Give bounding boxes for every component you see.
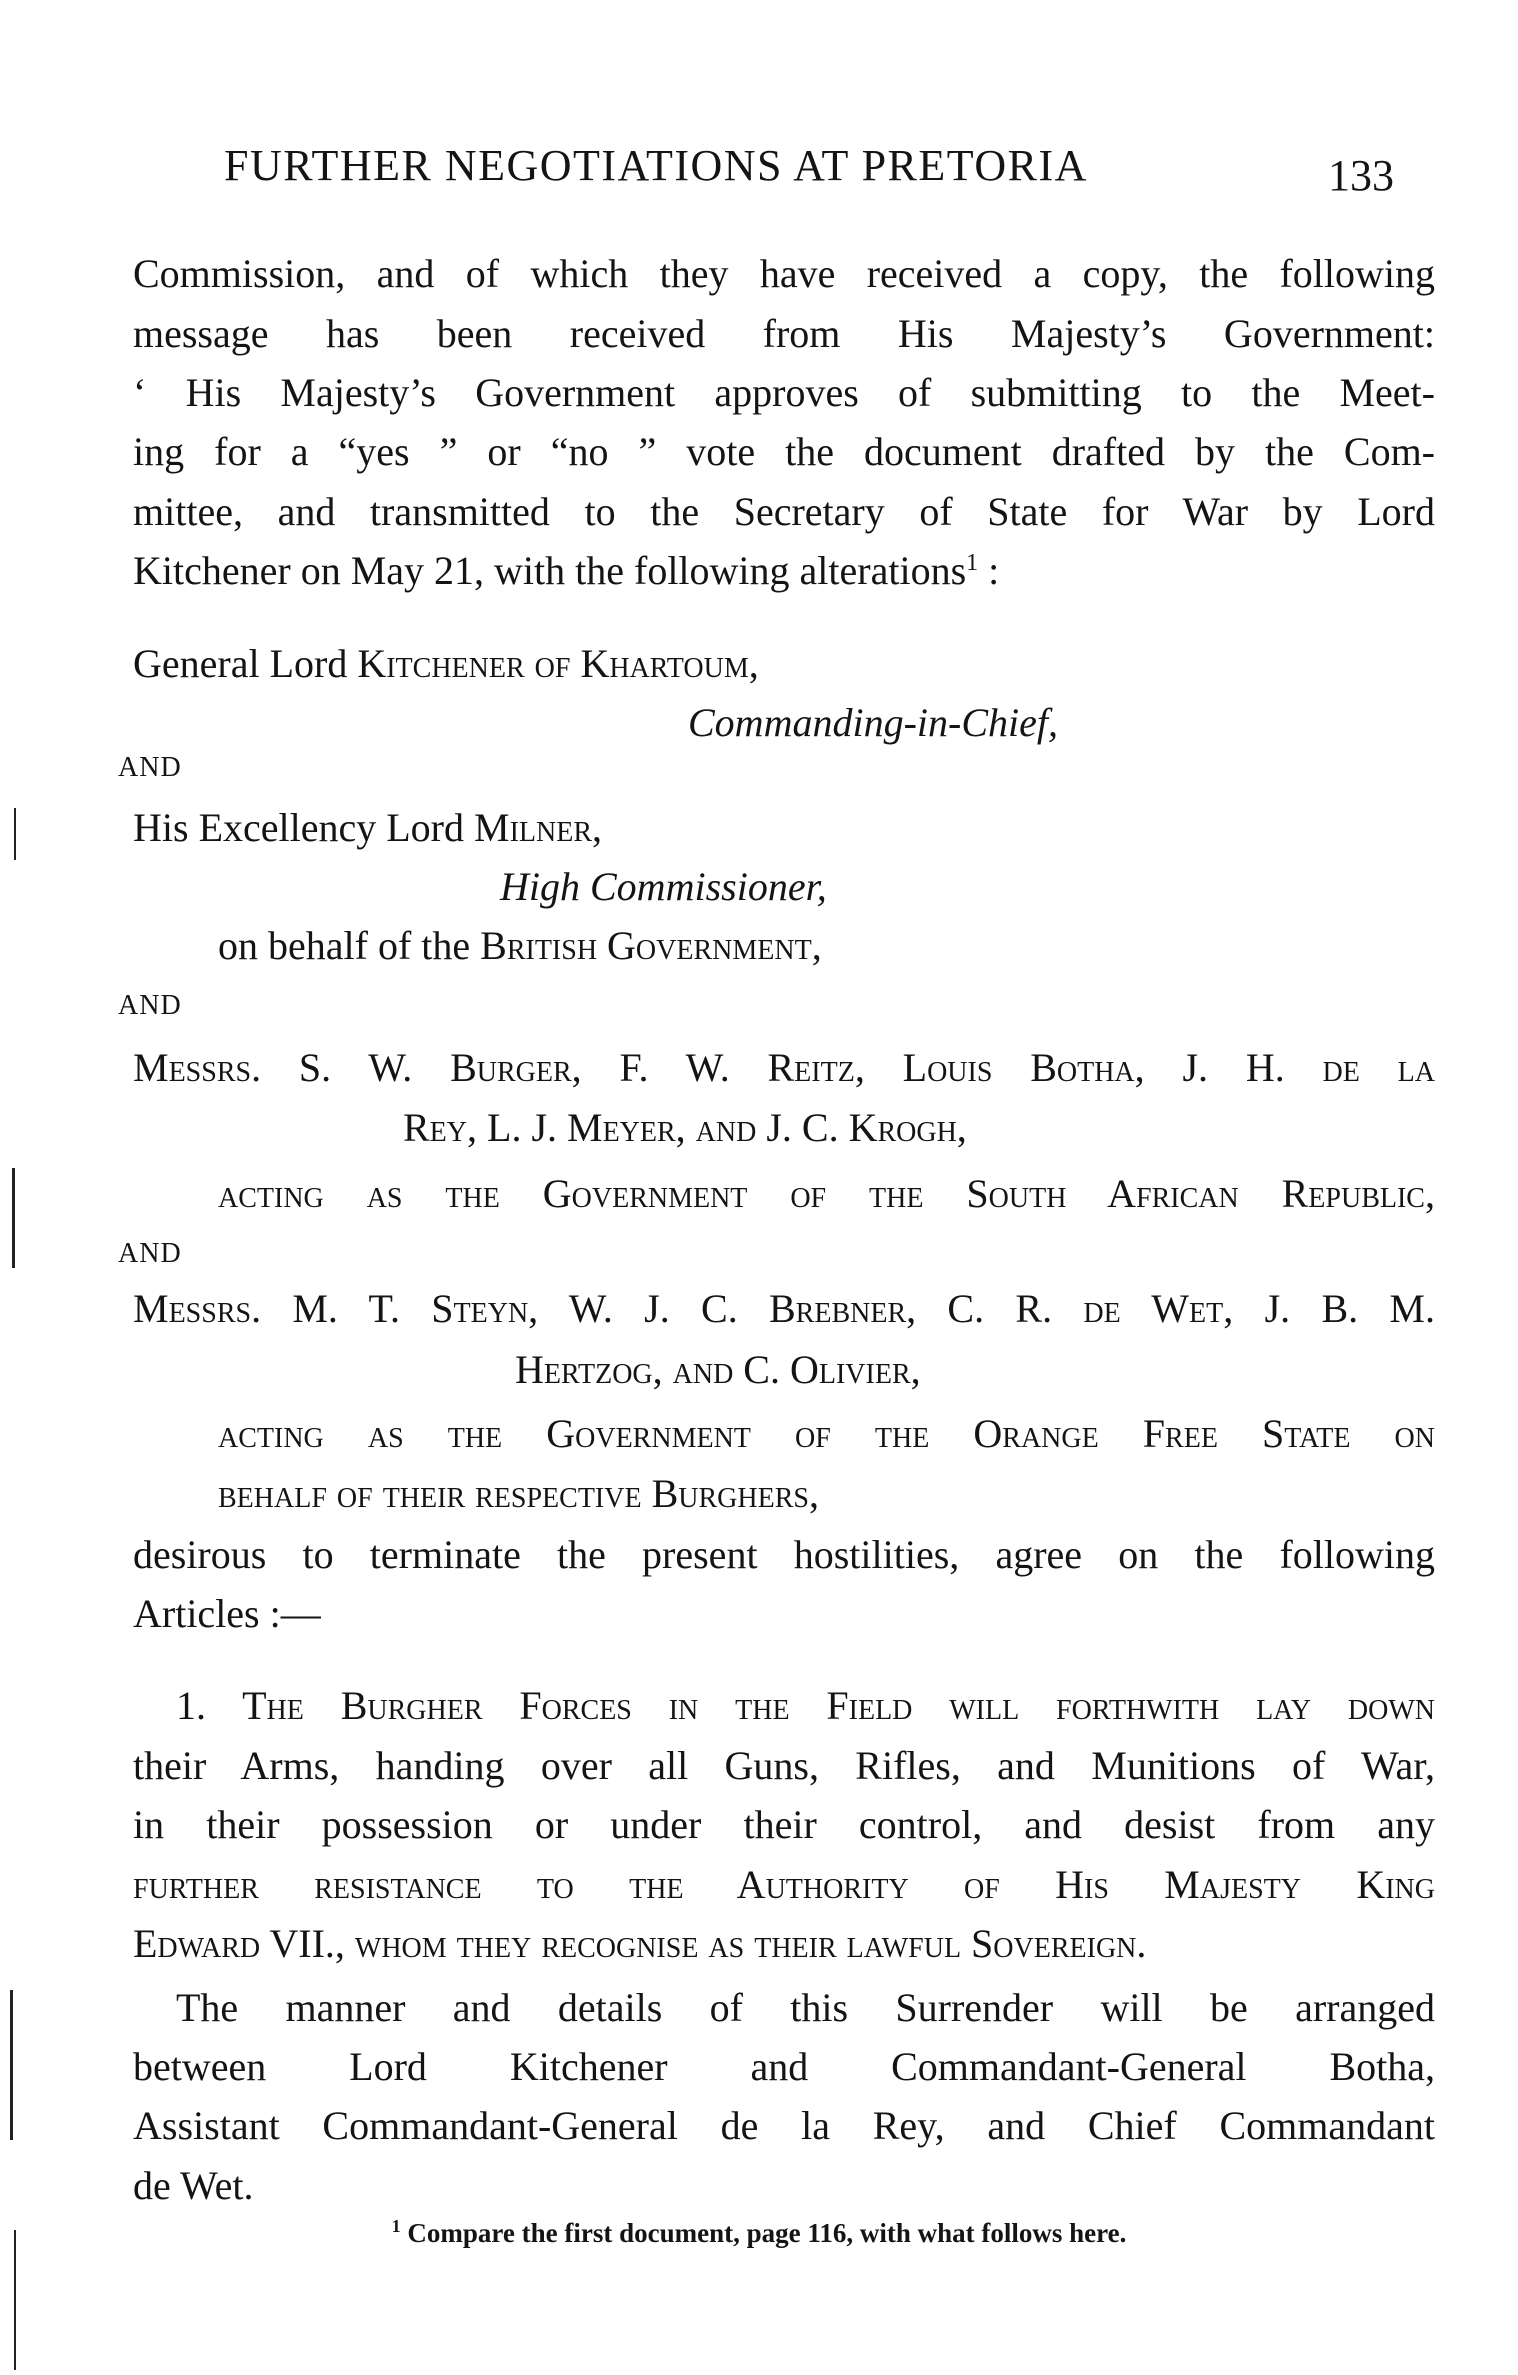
intro-line: mittee, and transmitted to the Secretary of State for War by Lord [133,489,1435,534]
party1-name: Kitchener of Khartoum, [357,641,759,686]
footnote [0,2218,1518,2249]
party2-behalf [218,922,822,970]
party1-prefix: General Lord [133,641,358,686]
footnote-reference: 1 [966,550,979,576]
manner-line: Assistant Commandant-General de la Rey, and Chief Commandant [133,2103,1435,2148]
desirous-line: desirous to terminate the present hostilities, agree on the following [133,1532,1435,1577]
party4-line: Hertzog, and C. Olivier, [515,1347,921,1392]
margin-mark [14,2230,16,2370]
party3-acting: acting as the Government of the South African Republic, [218,1171,1435,1216]
article1-line: 1. The Burgher Forces in the Field will forthwith lay down [176,1683,1435,1728]
intro-colon: : [988,548,1000,593]
party2-behalf-prefix: on behalf of the [218,923,481,968]
article1-line: Edward VII., whom they recognise as their lawful Sovereign. [133,1921,1147,1966]
and-label: AND [118,990,182,1021]
intro-line: ing for a “yes ” or “no ” vote the document drafted by the Com- [133,429,1435,474]
party2-behalf-name: British Government, [480,923,822,968]
party3-line: Rey, L. J. Meyer, and J. C. Krogh, [403,1105,967,1150]
party4-acting: acting as the Government of the Orange Free State on [218,1411,1435,1456]
manner-line: de Wet. [133,2163,254,2208]
margin-mark [14,808,16,860]
margin-mark [10,1990,13,2140]
margin-mark [12,1168,15,1268]
party4-acting: behalf of their respective Burghers, [218,1471,819,1516]
manner-line: The manner and details of this Surrender will be arranged [176,1985,1435,2030]
footnote-mark: 1 [391,2216,401,2236]
and-label: AND [118,752,182,783]
article1-line: further resistance to the Authority of His Majesty King [133,1862,1435,1907]
and-label: AND [118,1238,182,1269]
intro-line: ‘ His Majesty’s Government approves of submitting to the Meet- [133,370,1435,415]
manner-line: between Lord Kitchener and Commandant-General Botha, [133,2044,1435,2089]
party3-line: Messrs. S. W. Burger, F. W. Reitz, Louis Botha, J. H. de la [133,1045,1435,1090]
intro-line: message has been received from His Majesty’s Government: [133,311,1435,356]
party2-name: Milner, [474,805,602,850]
party2-line [133,804,602,852]
running-head: FURTHER NEGOTIATIONS AT PRETORIA [224,141,1088,190]
article1-line: their Arms, handing over all Guns, Rifles, and Munitions of War, [133,1743,1435,1788]
page-number: 133 [1328,151,1394,200]
footnote-text: Compare the first document, page 116, with what follows here. [407,2218,1127,2248]
intro-line: Kitchener on May 21, with the following alterations [133,548,967,593]
party4-line: Messrs. M. T. Steyn, W. J. C. Brebner, C. R. de Wet, J. B. M. [133,1286,1435,1331]
desirous-line: Articles :— [133,1591,321,1636]
article1-line: in their possession or under their control, and desist from any [133,1802,1435,1847]
intro-line: Commission, and of which they have received a copy, the following [133,251,1435,296]
party2-prefix: His Excellency Lord [133,805,474,850]
party1-title: Commanding-in-Chief, [688,700,1058,745]
intro-last-line [133,547,999,595]
party2-title: High Commissioner, [500,864,827,909]
party1-line [133,640,759,688]
